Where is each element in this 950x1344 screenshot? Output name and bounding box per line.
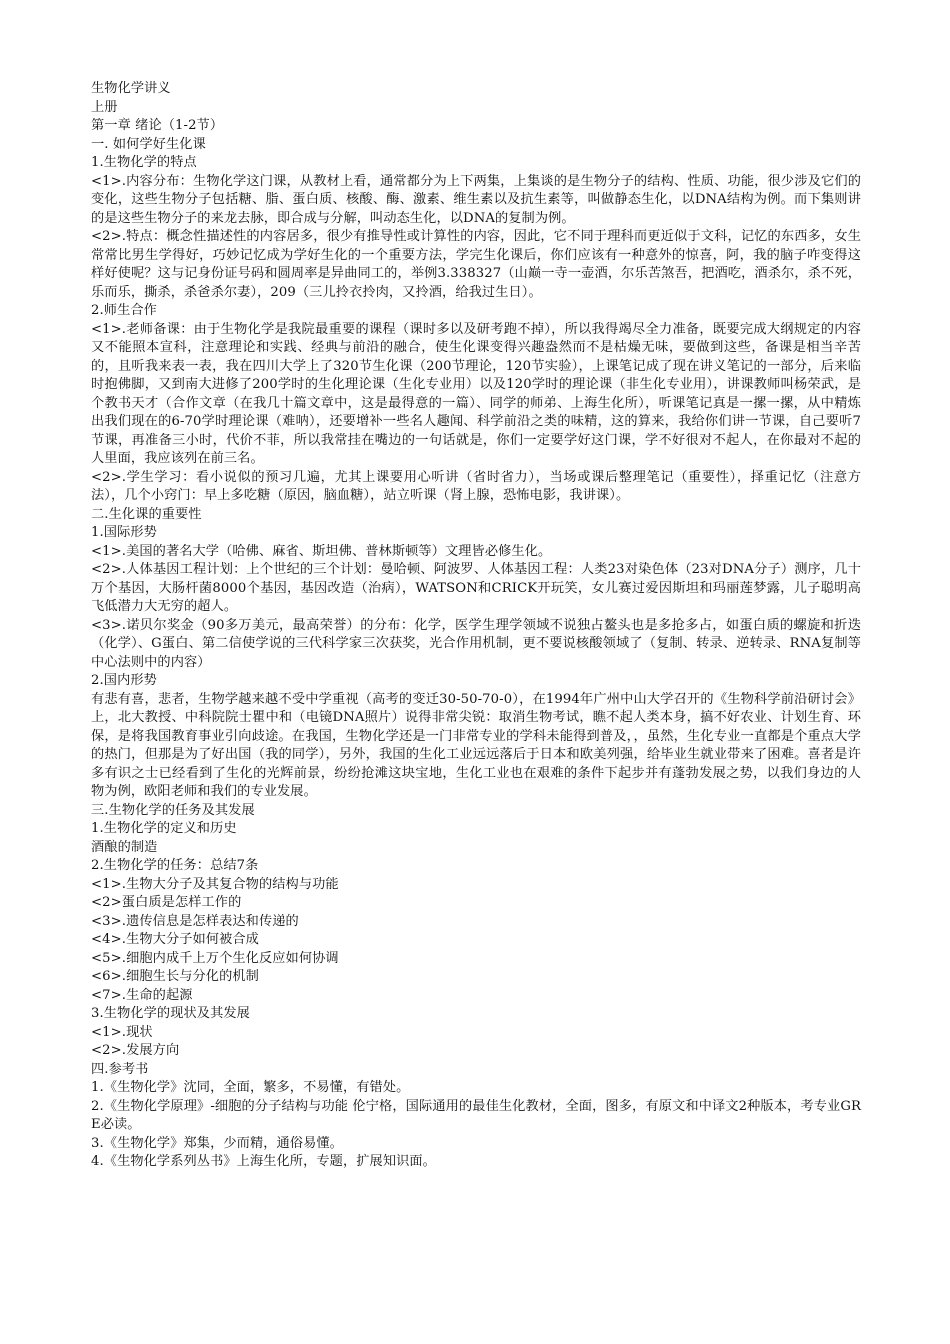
list-item: <2>.发展方向 bbox=[91, 1043, 180, 1058]
document-body bbox=[91, 80, 861, 1172]
chapter-heading: 第一章 绪论（1-2节） bbox=[91, 118, 224, 133]
list-item: <4>.生物大分子如何被合成 bbox=[91, 932, 259, 947]
doc-title: 生物化学讲义 bbox=[91, 81, 171, 96]
subsection-heading: 2.国内形势 bbox=[91, 673, 157, 688]
list-item: <1>.生物大分子及其复合物的结构与功能 bbox=[91, 876, 339, 892]
paragraph: <1>.内容分布：生物化学这门课，从教材上看，通常都分为上下两集，上集谈的是生物分子的结构、性质、功能，很少涉及它们的变化，这些生物分子包括糖、脂、蛋白质、核酸、酶、激素、维生素以及抗生素等，叫做静态生化，以DNA结构为例。而下集则讲的是这些生物分子的来龙去脉，即合成与分解，叫动态生化，以DNA的复制为例。 bbox=[91, 173, 861, 226]
paragraph: <2>.特点：概念性描述性的内容居多，很少有推导性或计算性的内容，因此，它不同于理科而更近似于文科，记忆的东西多，女生常常比男生学得好，巧妙记忆成为学好生化的一个重要方法，学完生化课后，你们应该有一种意外的惊喜，阿，我的脑子咋变得这样好使呢？这与记身份证号码和圆周率是异曲同工的，举例3.338327（山巅一寺一壶酒，尔乐苦煞吾，把酒吃，酒杀尔，杀不死，乐而乐，撕杀，杀爸杀尔妻），209（三儿拎衣拎肉，又拎酒，给我过生日）。 bbox=[91, 229, 861, 300]
list-item: <1>.现状 bbox=[91, 1024, 153, 1040]
paragraph: <3>.诺贝尔奖金（90多万美元，最高荣誉）的分布：化学，医学生理学领域不说独占鳌头也是多抢多占，如蛋白质的螺旋和折迭（化学）、G蛋白、第二信使学说的三代科学家三次获奖，光合作用机制，更不要说核酸领域了（复制、转录、逆转录、RNA复制等中心法则中的内容） bbox=[91, 617, 861, 670]
paragraph: <2>.人体基因工程计划：上个世纪的三个计划：曼哈顿、阿波罗、人体基因工程：人类23对染色体（23对DNA分子）测序，几十万个基因，大肠杆菌8000个基因，基因改造（治病），WATSON和CRICK开玩笑，女儿赛过爱因斯坦和玛丽莲梦露，儿子聪明高飞低潜力大无穷的超人。 bbox=[91, 562, 861, 614]
paragraph: <1>.老师备课：由于生物化学是我院最重要的课程（课时多以及研考跑不掉），所以我得竭尽全力准备，既要完成大纲规定的内容又不能照本宣科，注意理论和实践、经典与前沿的融合，使生化课变得兴趣盎然而不是枯燥无味，要做到这些，备课是相当辛苦的，且听我来表一表，我在四川大学上了320节生化课（200节理论，120节实验），上课笔记成了现在讲义笔记的一部分，后来临时抱佛脚，又到南大进修了200学时的生化理论课（生化专业用）以及120学时的理论课（非生化专业用），讲课教师叫杨荣武，是个教书天才（合作文章（在我几十篇文章中，这是最得意的一篇）、同学的师弟、上海生化所），听课笔记真是一摞一摞，从中精炼出我们现在的6-70学时理论课（难呐），还要增补一些名人趣闻、科学前沿之类的味精，这的算来，我给你们讲一节课，自己要听7节课，再准备三小时，代价不菲，所以我常挂在嘴边的一句话就是，你们一定要学好这门课，学不好很对不起人，在你最对不起的人里面，我应该列在前三名。 bbox=[91, 321, 861, 466]
paragraph: <2>.学生学习：看小说似的预习几遍，尤其上课要用心听讲（省时省力），当场或课后整理笔记（重要性），择重记忆（注意方法），几个小窍门：早上多吃糖（原因，脑血糖），站立听课（肾上腺，恐怖电影，我讲课）。 bbox=[91, 469, 861, 503]
subsection-heading: 1.国际形势 bbox=[91, 525, 157, 540]
paragraph: 有悲有喜，悲者，生物学越来越不受中学重视（高考的变迁30-50-70-0），在1994年广州中山大学召开的《生物科学前沿研讨会》上，北大教授、中科院院士瞿中和（电镜DNA照片）说得非常尖锐：取消生物考试，瞧不起人类本身，搞不好农业、计划生育、环保，是将我国教育事业引向歧途。在我国，生物化学还是一门非常专业的学科未能得到普及，，虽然，生化专业一直都是个重点大学的热门，但那是为了好出国（我的同学），另外，我国的生化工业远远落后于日本和欧美列强，给毕业生就业带来了困难。喜者是许多有识之士已经看到了生化的光辉前景，纷纷抢滩这块宝地，生化工业也在艰难的条件下起步并有蓬勃发展之势，以我们身边的人物为例，欧阳老师和我们的专业发展。 bbox=[91, 691, 861, 799]
section-heading: 四.参考书 bbox=[91, 1061, 149, 1077]
subsection-heading: 3.生物化学的现状及其发展 bbox=[91, 1006, 250, 1021]
paragraph: <1>.美国的著名大学（哈佛、麻省、斯坦佛、普林斯顿等）文理皆必修生化。 bbox=[91, 543, 552, 559]
list-item: <6>.细胞生长与分化的机制 bbox=[91, 969, 259, 984]
reference-item: 4.《生物化学系列丛书》上海生化所，专题，扩展知识面。 bbox=[91, 1154, 436, 1169]
list-item: <5>.细胞内成千上万个生化反应如何协调 bbox=[91, 950, 339, 966]
subsection-heading: 1.生物化学的特点 bbox=[91, 155, 197, 170]
section-heading: 二.生化课的重要性 bbox=[91, 506, 202, 522]
list-item: <2>蛋白质是怎样工作的 bbox=[91, 895, 242, 910]
reference-item: 3.《生物化学》郑集，少而精，通俗易懂。 bbox=[91, 1135, 343, 1151]
section-heading: 一. 如何学好生化课 bbox=[91, 136, 206, 152]
text-line: 酒酿的制造 bbox=[91, 839, 158, 855]
reference-item: 1.《生物化学》沈同，全面，繁多，不易懂，有错处。 bbox=[91, 1080, 410, 1095]
reference-item: 2.《生物化学原理》-细胞的分子结构与功能 伦宁格，国际通用的最佳生化教材，全面，图多，有原文和中译文2种版本，考专业GRE必读。 bbox=[91, 1098, 861, 1132]
list-item: <7>.生命的起源 bbox=[91, 987, 193, 1003]
section-heading: 三.生物化学的任务及其发展 bbox=[91, 802, 255, 818]
subsection-heading: 1.生物化学的定义和历史 bbox=[91, 821, 237, 836]
volume-label: 上册 bbox=[91, 99, 118, 115]
list-item: <3>.遗传信息是怎样表达和传递的 bbox=[91, 913, 299, 929]
subsection-heading: 2.生物化学的任务：总结7条 bbox=[91, 858, 259, 873]
subsection-heading: 2.师生合作 bbox=[91, 303, 157, 318]
